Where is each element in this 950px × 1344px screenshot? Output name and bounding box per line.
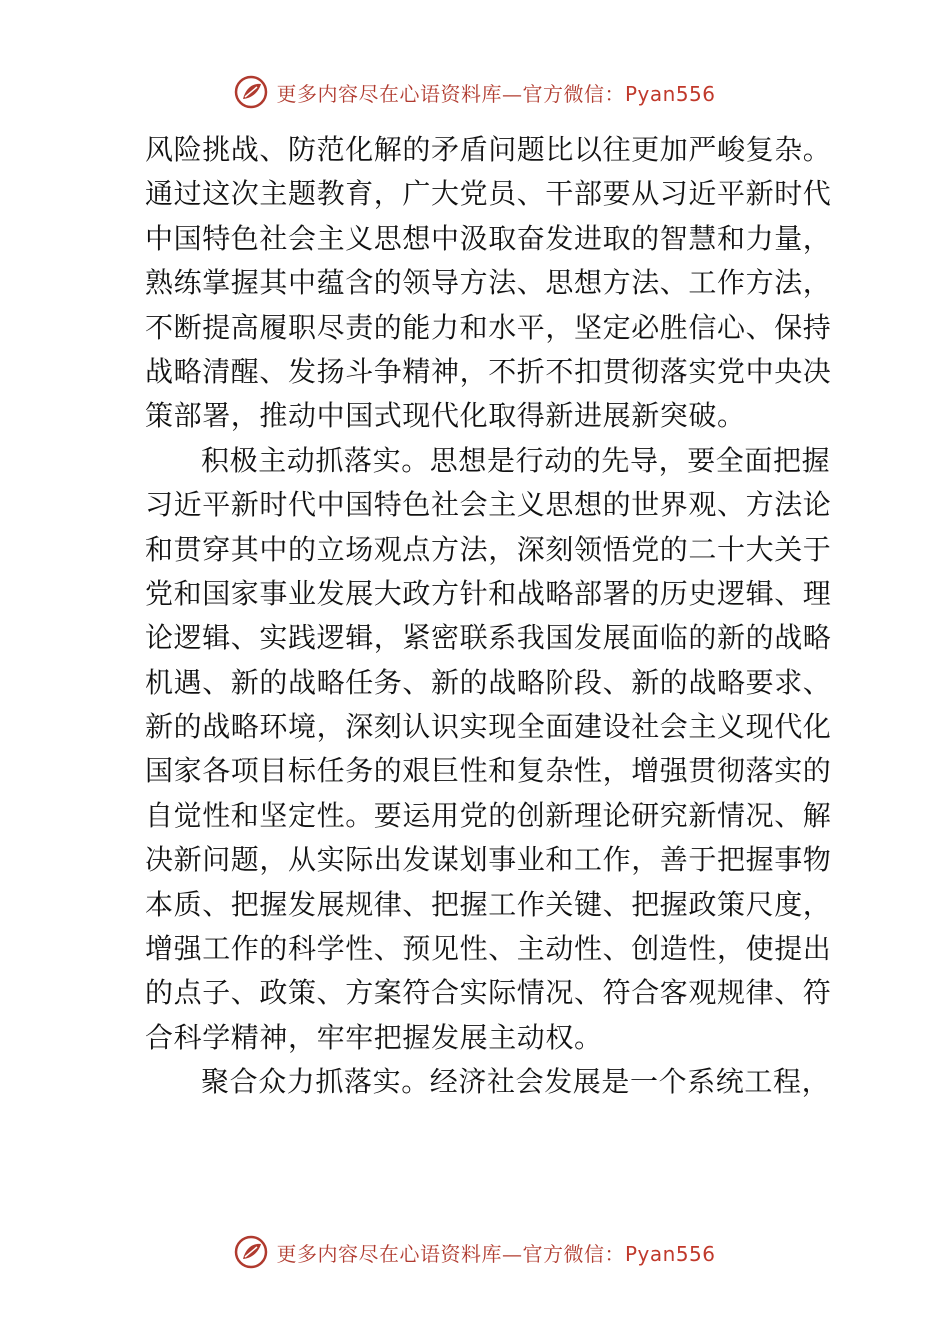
body-line: 论逻辑、实践逻辑，紧密联系我国发展面临的新的战略 [145, 621, 832, 655]
body-line: 合科学精神，牢牢把握发展主动权。 [145, 1020, 603, 1054]
body-line: 不断提高履职尽责的能力和水平，坚定必胜信心、保持 [145, 310, 832, 344]
body-line: 中国特色社会主义思想中汲取奋发进取的智慧和力量， [145, 221, 832, 255]
body-line: 熟练掌握其中蕴含的领导方法、思想方法、工作方法， [145, 266, 832, 300]
body-line: 增强工作的科学性、预见性、主动性、创造性，使提出 [145, 932, 832, 966]
body-line: 党和国家事业发展大政方针和战略部署的历史逻辑、理 [145, 576, 832, 610]
header-brand-label: 更多内容尽在心语资料库—官方微信： [276, 81, 625, 106]
header-brand-text [276, 78, 715, 107]
body-line: 和贯穿其中的立场观点方法，深刻领悟党的二十大关于 [145, 532, 832, 566]
footer-brand-label: 更多内容尽在心语资料库—官方微信： [276, 1241, 625, 1266]
paragraph-start-line: 积极主动抓落实。思想是行动的先导，要全面把握 [201, 443, 831, 477]
body-line: 本质、把握发展规律、把握工作关键、把握政策尺度， [145, 887, 832, 921]
document-body [145, 128, 832, 1105]
footer-banner [0, 1232, 950, 1272]
body-line: 新的战略环境，深刻认识实现全面建设社会主义现代化 [145, 710, 832, 744]
body-line: 的点子、政策、方案符合实际情况、符合客观规律、符 [145, 976, 832, 1010]
red-leaf-logo-icon [234, 75, 268, 109]
body-line: 战略清醒、发扬斗争精神，不折不扣贯彻落实党中央决 [145, 354, 832, 388]
body-line: 自觉性和坚定性。要运用党的创新理论研究新情况、解 [145, 798, 832, 832]
footer-wechat-id: Pyan556 [624, 1241, 716, 1266]
body-line: 风险挑战、防范化解的矛盾问题比以往更加严峻复杂。 [145, 133, 832, 166]
body-line: 机遇、新的战略任务、新的战略阶段、新的战略要求、 [145, 665, 832, 699]
paragraph-start-line: 聚合众力抓落实。经济社会发展是一个系统工程， [201, 1065, 831, 1099]
header-banner [0, 72, 950, 112]
body-line: 策部署，推动中国式现代化取得新进展新突破。 [145, 399, 746, 433]
body-line: 决新问题，从实际出发谋划事业和工作，善于把握事物 [145, 843, 832, 877]
red-leaf-logo-icon [234, 1235, 268, 1269]
body-line: 习近平新时代中国特色社会主义思想的世界观、方法论 [145, 488, 832, 522]
header-wechat-id: Pyan556 [624, 81, 716, 106]
body-line: 国家各项目标任务的艰巨性和复杂性，增强贯彻落实的 [145, 754, 832, 788]
body-line: 通过这次主题教育，广大党员、干部要从习近平新时代 [145, 177, 832, 211]
footer-brand-text [276, 1238, 715, 1267]
